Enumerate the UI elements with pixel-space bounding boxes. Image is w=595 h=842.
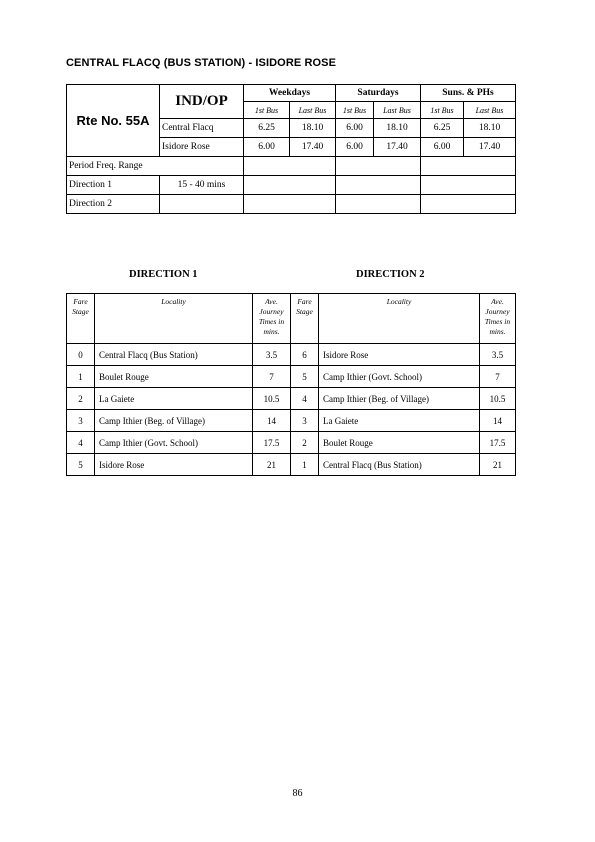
time-cell: 6.00 — [244, 138, 290, 157]
first-bus-header: 1st Bus — [421, 102, 464, 119]
time-cell: 6.25 — [244, 119, 290, 138]
locality: La Gaiete — [319, 410, 480, 432]
last-bus-header: Last Bus — [374, 102, 421, 119]
direction-2-table — [290, 293, 516, 476]
locality-header: Locality — [95, 294, 253, 344]
journey-time-header: Ave. Journey Times in mins. — [253, 294, 291, 344]
page-title: CENTRAL FLACQ (BUS STATION) - ISIDORE ROSE — [66, 57, 337, 69]
fare-stage: 6 — [291, 344, 319, 366]
fare-stage: 1 — [67, 366, 95, 388]
direction-1-heading: DIRECTION 1 — [129, 269, 198, 280]
fare-stage: 2 — [67, 388, 95, 410]
table-row — [291, 410, 516, 432]
fare-stage: 5 — [67, 454, 95, 476]
time-cell: 6.00 — [421, 138, 464, 157]
table-row — [67, 410, 291, 432]
table-row — [291, 366, 516, 388]
locality: Central Flacq (Bus Station) — [319, 454, 480, 476]
time-cell: 17.40 — [464, 138, 516, 157]
fare-stage: 3 — [291, 410, 319, 432]
time-cell: 6.25 — [421, 119, 464, 138]
stop-name: Central Flacq — [160, 119, 244, 138]
time-cell: 17.40 — [290, 138, 336, 157]
table-row — [291, 388, 516, 410]
journey-time: 21 — [253, 454, 291, 476]
table-row — [291, 454, 516, 476]
weekdays-header: Weekdays — [244, 85, 336, 102]
journey-time: 14 — [253, 410, 291, 432]
locality: Camp Ithier (Govt. School) — [319, 366, 480, 388]
locality: Boulet Rouge — [95, 366, 253, 388]
fare-stage: 4 — [291, 388, 319, 410]
journey-time-header: Ave. Journey Times in mins. — [480, 294, 516, 344]
journey-time: 10.5 — [480, 388, 516, 410]
journey-time: 21 — [480, 454, 516, 476]
journey-time: 7 — [480, 366, 516, 388]
journey-time: 3.5 — [480, 344, 516, 366]
table-row — [291, 344, 516, 366]
route-number: Rte No. 55A — [67, 85, 160, 157]
journey-time: 17.5 — [480, 432, 516, 454]
locality: Isidore Rose — [319, 344, 480, 366]
fare-stage: 3 — [67, 410, 95, 432]
table-row — [291, 432, 516, 454]
last-bus-header: Last Bus — [290, 102, 336, 119]
first-bus-header: 1st Bus — [244, 102, 290, 119]
fare-stage-header: Fare Stage — [291, 294, 319, 344]
table-row — [67, 366, 291, 388]
locality: Central Flacq (Bus Station) — [95, 344, 253, 366]
direction-1-frequency: 15 - 40 mins — [160, 176, 244, 195]
journey-time: 3.5 — [253, 344, 291, 366]
last-bus-header: Last Bus — [464, 102, 516, 119]
sundays-header: Suns. & PHs — [421, 85, 516, 102]
time-cell: 18.10 — [290, 119, 336, 138]
table-row — [67, 344, 291, 366]
locality: Boulet Rouge — [319, 432, 480, 454]
time-cell: 6.00 — [336, 119, 374, 138]
locality: La Gaiete — [95, 388, 253, 410]
direction-2-label: Direction 2 — [67, 195, 160, 214]
journey-time: 17.5 — [253, 432, 291, 454]
journey-time: 7 — [253, 366, 291, 388]
fare-stage: 0 — [67, 344, 95, 366]
time-cell: 17.40 — [374, 138, 421, 157]
locality: Camp Ithier (Beg. of Village) — [95, 410, 253, 432]
direction-1-table — [66, 293, 291, 476]
timetable — [66, 84, 516, 214]
journey-time: 14 — [480, 410, 516, 432]
fare-stage: 2 — [291, 432, 319, 454]
direction-1-label: Direction 1 — [67, 176, 160, 195]
locality: Camp Ithier (Govt. School) — [95, 432, 253, 454]
page-number: 86 — [292, 788, 303, 799]
table-row — [67, 432, 291, 454]
locality: Camp Ithier (Beg. of Village) — [319, 388, 480, 410]
locality-header: Locality — [319, 294, 480, 344]
table-row — [67, 388, 291, 410]
time-cell: 18.10 — [464, 119, 516, 138]
time-cell: 6.00 — [336, 138, 374, 157]
time-cell: 18.10 — [374, 119, 421, 138]
freq-range-label: Period Freq. Range — [67, 157, 244, 176]
table-row — [67, 454, 291, 476]
saturdays-header: Saturdays — [336, 85, 421, 102]
fare-stage: 1 — [291, 454, 319, 476]
indop-label: IND/OP — [160, 85, 244, 119]
first-bus-header: 1st Bus — [336, 102, 374, 119]
fare-stage-header: Fare Stage — [67, 294, 95, 344]
stop-name: Isidore Rose — [160, 138, 244, 157]
direction-2-heading: DIRECTION 2 — [356, 269, 425, 280]
locality: Isidore Rose — [95, 454, 253, 476]
fare-stage: 4 — [67, 432, 95, 454]
fare-stage: 5 — [291, 366, 319, 388]
journey-time: 10.5 — [253, 388, 291, 410]
